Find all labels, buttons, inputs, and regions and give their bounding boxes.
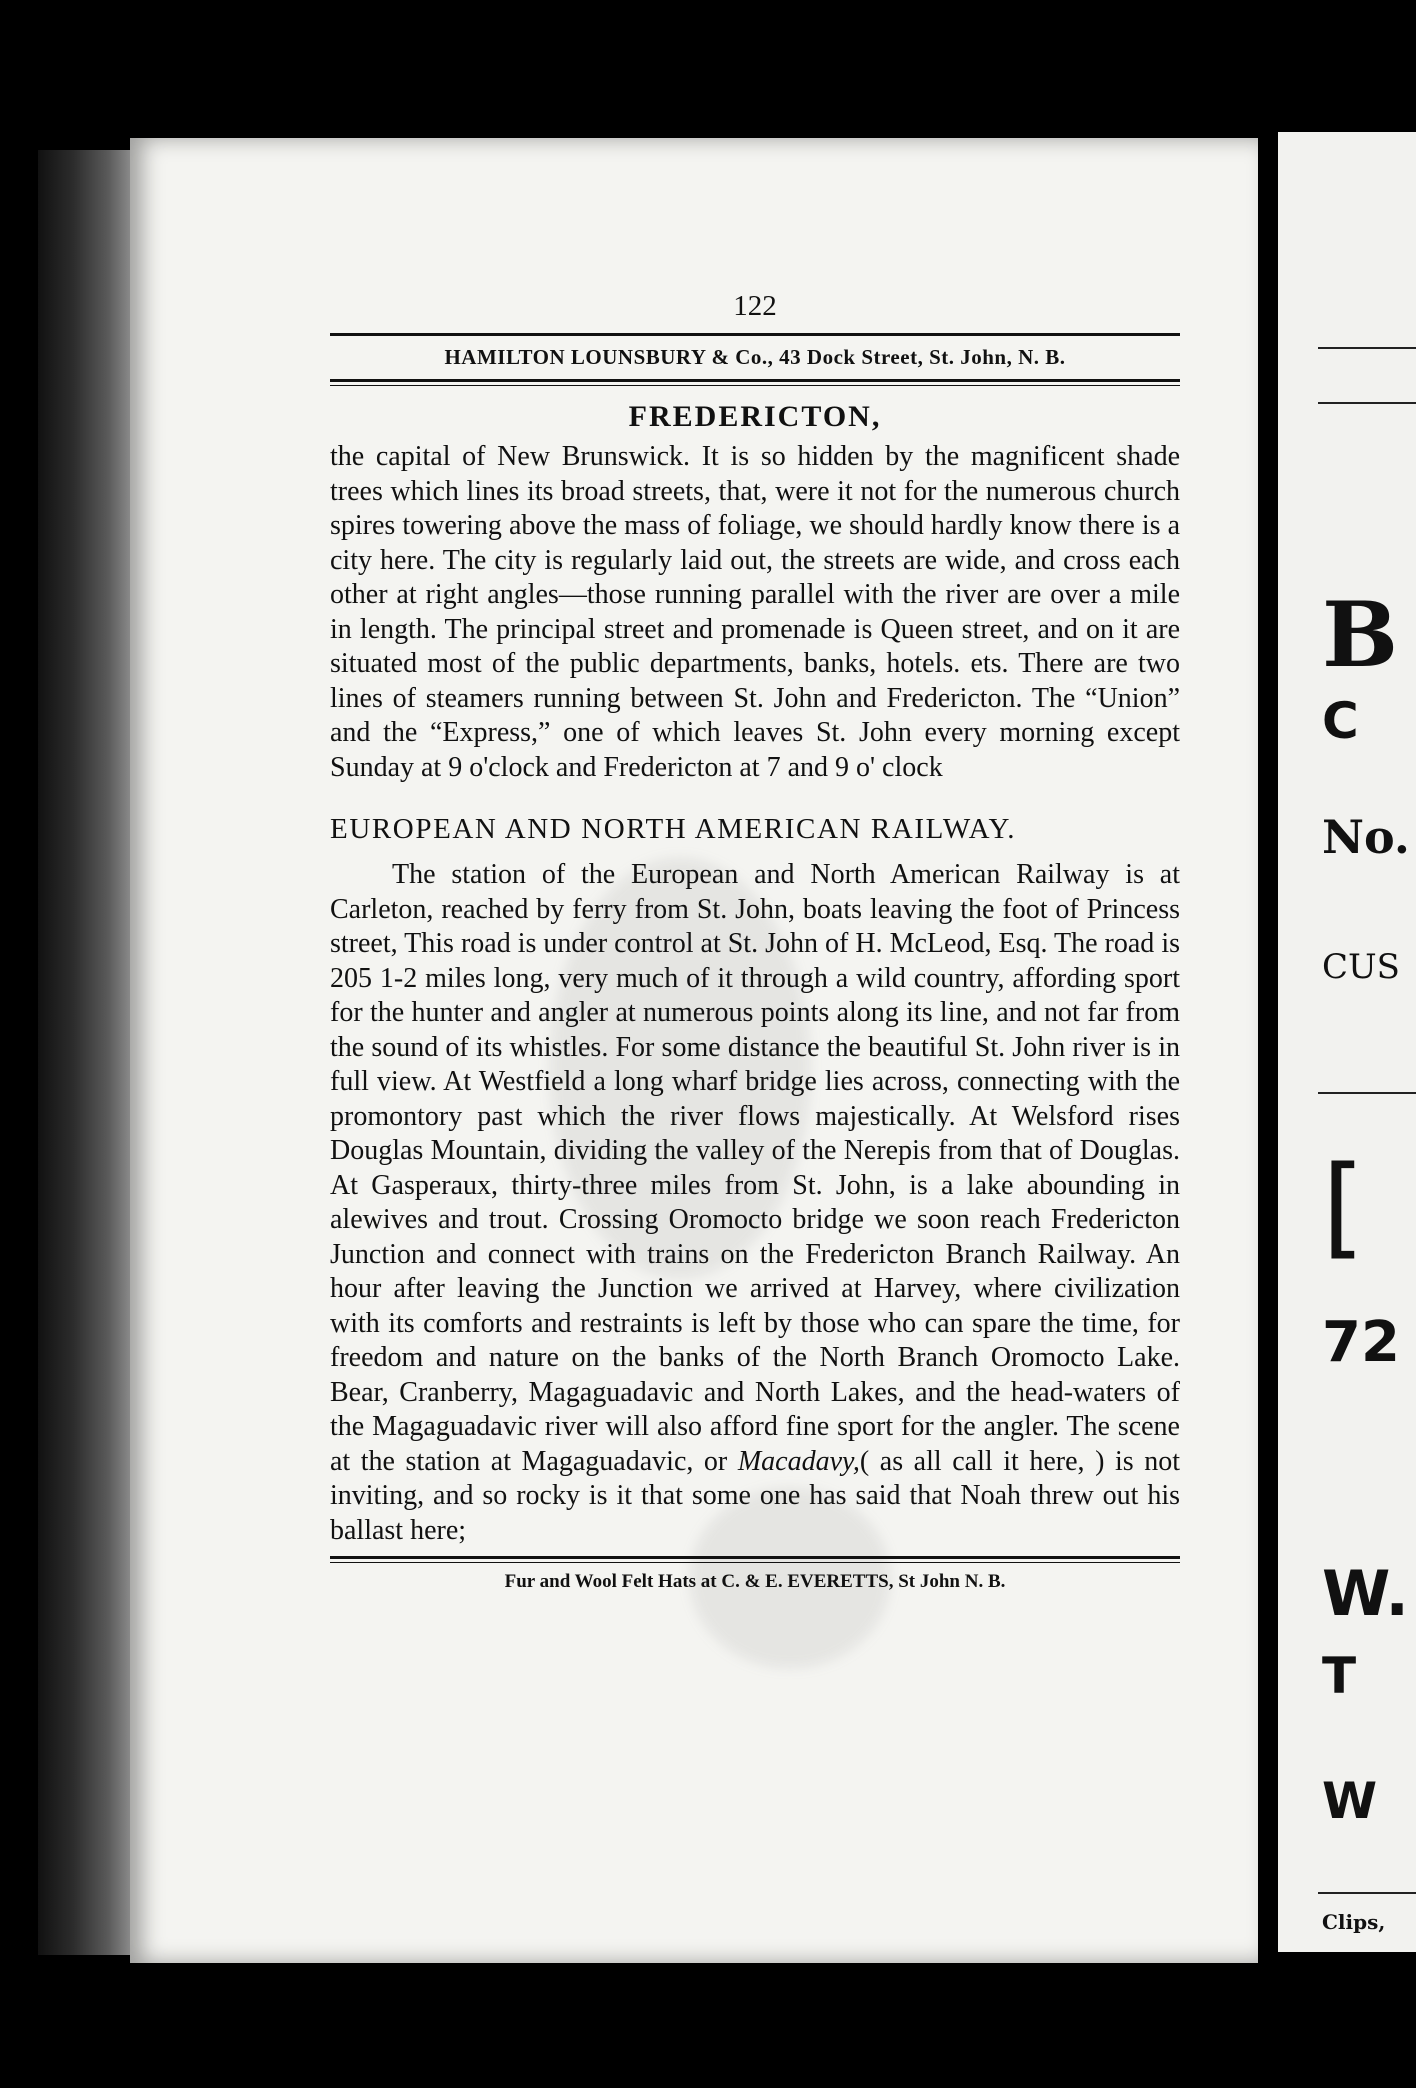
adjacent-rule: [1318, 402, 1416, 404]
adjacent-bracket: [: [1322, 1142, 1365, 1270]
adjacent-fragment: C: [1322, 692, 1359, 750]
section-paragraph: the capital of New Brunswick. It is so hidden by the magnificent shade trees which lines its broad streets, that, were it not for the numerous church spires towering above the mass of foliage, we should hardly know there is a city here. The city is regularly laid out, the streets are wide, and cross each other at right angles—those running parallel with the river are over a mile in length. The principal street and promenade is Queen street, and on it are situated most of the public departments, banks, hotels. ets. There are two lines of steamers running between St. John and Fredericton. The “Union” and the “Express,” one of which leaves St. John every morning except Sunday at 9 o'clock and Fredericton at 7 and 9 o' clock: [330, 441, 1180, 783]
adjacent-fragment: Clips,: [1322, 1910, 1386, 1934]
adjacent-page: [1278, 132, 1416, 1952]
railway-text: ( as all call it here, ) is not inviting, and so rocky is it that some one has said that Noah threw out his ballast here;: [330, 1445, 1180, 1546]
adjacent-fragment: B: [1322, 582, 1399, 688]
adjacent-rule: [1318, 347, 1416, 349]
section-title: FREDERICTON,: [628, 400, 882, 433]
page-number: 122: [733, 290, 777, 322]
page-content: [330, 290, 1180, 1593]
railway-paragraph: [330, 858, 1180, 1548]
adjacent-rule: [1318, 1892, 1416, 1894]
footer-rule: [330, 1556, 1180, 1559]
footer-advertisement: Fur and Wool Felt Hats at C. & E. EVERETTS, St John N. B.: [504, 1571, 1006, 1592]
railway-heading: EUROPEAN AND NORTH AMERICAN RAILWAY.: [330, 813, 1017, 845]
adjacent-rule: [1318, 1092, 1416, 1094]
adjacent-fragment: W: [1322, 1772, 1378, 1830]
adjacent-fragment: W.: [1322, 1557, 1409, 1630]
railway-text-italic: Macadavy,: [737, 1445, 860, 1477]
railway-text: The station of the European and North American Railway is at Carleton, reached by ferry from St. John, boats leaving the foot of Princess street, This road is under control at St. John of H. McLeod, Esq. The road is 205 1-2 miles long, very much of it through a wild country, affording sport for the hunter and angler at numerous points along its line, and not far from the sound of its whistles. For some distance the beautiful St. John river is in full view. At Westfield a long wharf bridge lies across, connecting with the promontory past which the river flows majestically. At Welsford rises Douglas Mountain, dividing the valley of the Nerepis from that of Douglas. At Gasperaux, thirty-three miles from St. John, is a lake abounding in alewives and trout. Crossing Oromocto bridge we soon reach Fredericton Junction and connect with trains on the Fredericton Branch Railway. An hour after leaving the Junction we arrived at Harvey, where civilization with its comforts and restraints is left by those who can spare the time, for freedom and nature on the banks of the North Branch Oromocto Lake. Bear, Cranberry, Magaguadavic and North Lakes, and the head-waters of the Magaguadavic river will also afford fine sport for the angler. The scene at the station at Magaguadavic, or: [330, 859, 1180, 1477]
adjacent-fragment: T: [1322, 1647, 1357, 1705]
adjacent-fragment: No.: [1322, 810, 1410, 864]
header-rule: [330, 379, 1180, 382]
running-head: HAMILTON LOUNSBURY & Co., 43 Dock Street, St. John, N. B.: [444, 345, 1066, 369]
adjacent-fragment: CUS: [1322, 947, 1400, 987]
book-spine-edge: [38, 150, 138, 1955]
header-rule-thin: [330, 385, 1180, 386]
footer-rules: [330, 1556, 1180, 1563]
adjacent-fragment: 72: [1322, 1310, 1400, 1375]
